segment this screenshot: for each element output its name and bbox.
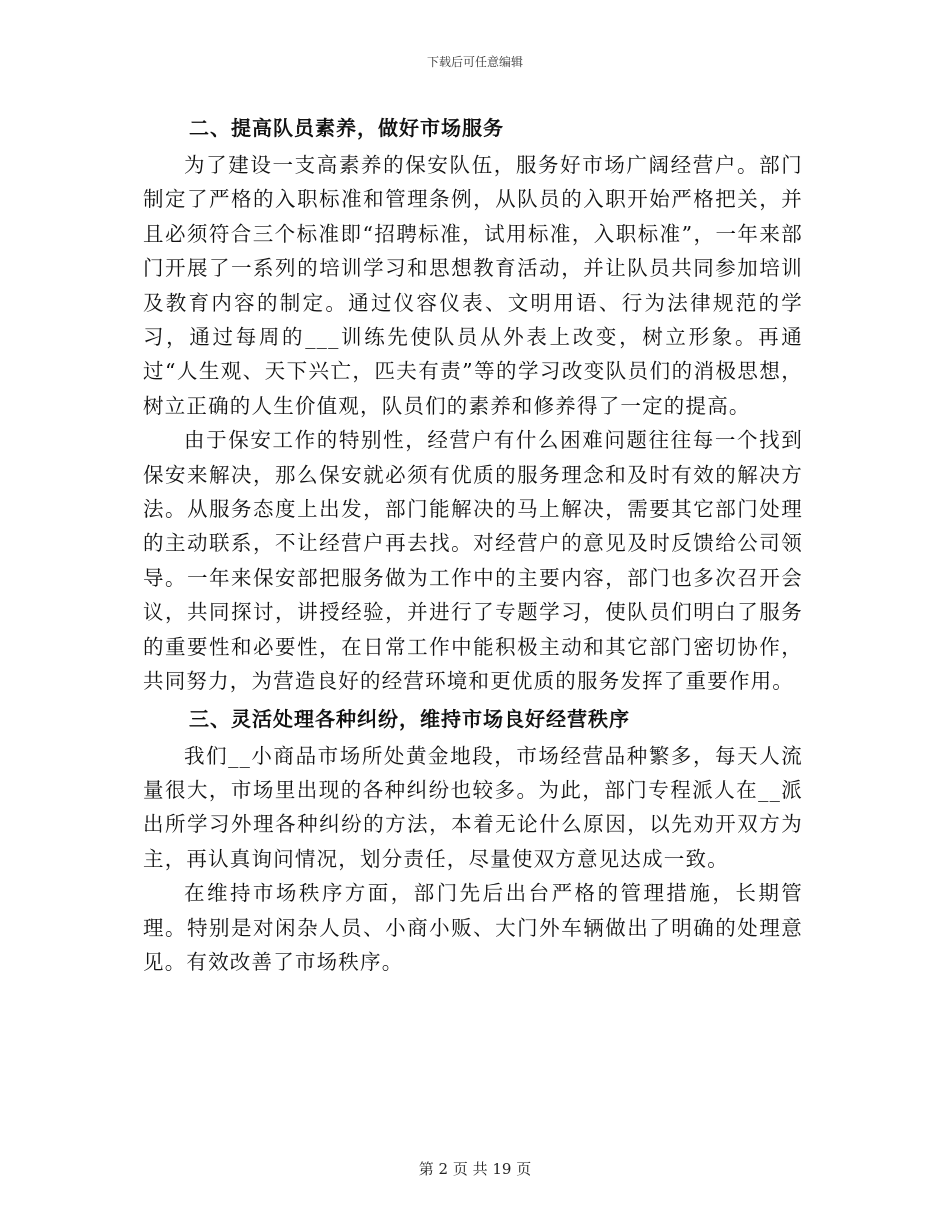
body-paragraph: 我们__小商品市场所处黄金地段，市场经营品种繁多，每天人流量很大，市场里出现的各种纠纷也较多。为此，部门专程派人在__派出所学习外理各种纠纷的方法，本着无论什么原因，以先劝开双方为主，再认真询问情况，划分责任，尽量使双方意见达成一致。 xyxy=(143,743,803,871)
page-header-note: 下载后可任意编辑 xyxy=(426,55,523,69)
body-paragraph: 在维持市场秩序方面，部门先后出台严格的管理措施，长期管理。特别是对闲杂人员、小商小贩、大门外车辆做出了明确的处理意见。有效改善了市场秩序。 xyxy=(143,881,803,974)
document-body xyxy=(143,108,803,979)
page-number-footer: 第 2 页 共 19 页 xyxy=(418,1160,532,1178)
section-heading: 三、灵活处理各种纠纷，维持市场良好经营秩序 xyxy=(189,706,630,731)
body-paragraph: 为了建设一支高素养的保安队伍，服务好市场广阔经营户。部门制定了严格的入职标准和管理条例，从队员的入职开始严格把关，并且必须符合三个标准即“招聘标准，试用标准，入职标准”，一年来部门开展了一系列的培训学习和思想教育活动，并让队员共同参加培训及教育内容的制定。通过仪容仪表、文明用语、行为法律规范的学习，通过每周的___训练先使队员从外表上改变，树立形象。再通过“人生观、天下兴亡，匹夫有责”等的学习改变队员们的消极思想，树立正确的人生价值观，队员们的素养和修养得了一定的提高。 xyxy=(143,153,803,418)
body-paragraph: 由于保安工作的特别性，经营户有什么困难问题往往每一个找到保安来解决，那么保安就必须有优质的服务理念和及时有效的解决方法。从服务态度上出发，部门能解决的马上解决，需要其它部门处理的主动联系，不让经营户再去找。对经营户的意见及时反馈给公司领导。一年来保安部把服务做为工作中的主要内容，部门也多次召开会议，共同探讨，讲授经验，并进行了专题学习，使队员们明白了服务的重要性和必要性，在日常工作中能积极主动和其它部门密切协作，共同努力，为营造良好的经营环境和更优质的服务发挥了重要作用。 xyxy=(143,428,803,694)
section-heading: 二、提高队员素养，做好市场服务 xyxy=(189,116,504,140)
